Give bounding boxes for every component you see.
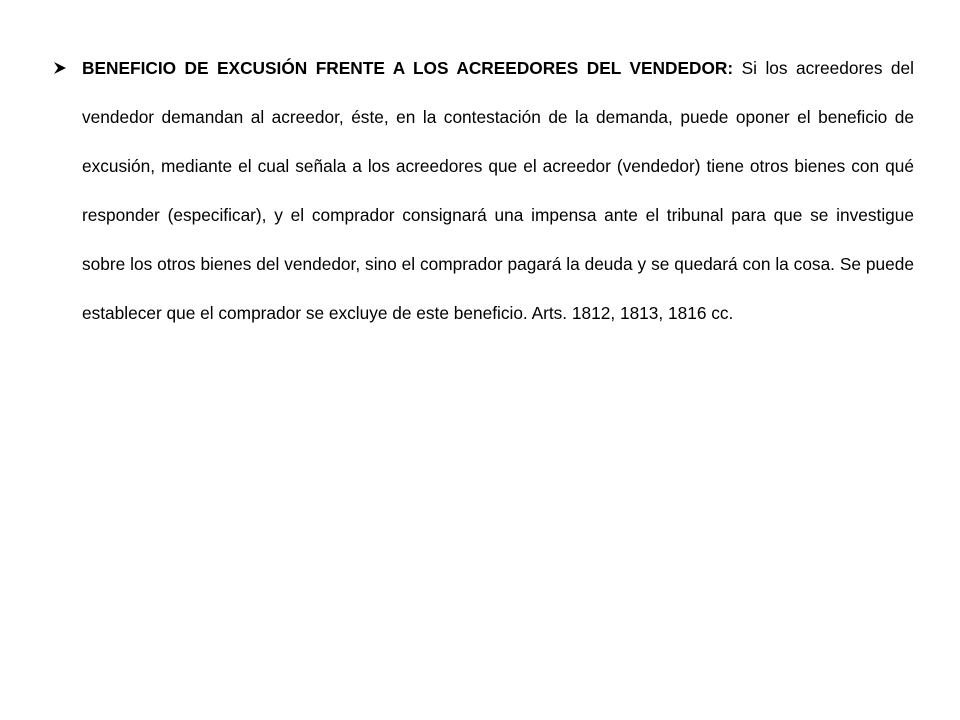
bullet-heading: BENEFICIO DE EXCUSIÓN FRENTE A LOS ACREEDORES DEL VENDEDOR:	[82, 58, 734, 78]
arrowhead-bullet-icon	[53, 61, 67, 75]
bullet-paragraph	[82, 44, 914, 338]
bullet-body: Si los acreedores del vendedor demandan al acreedor, éste, en la contestación de la demanda, puede oponer el beneficio de excusión, mediante el cual señala a los acreedores que el acreedor (vendedor) tiene otros bienes con qué responder (especificar), y el comprador consignará una impensa ante el tribunal para que se investigue sobre los otros bienes del vendedor, sino el comprador pagará la deuda y se quedará con la cosa. Se puede establecer que el comprador se excluye de este beneficio. Arts. 1812, 1813, 1816 cc.	[82, 58, 914, 323]
